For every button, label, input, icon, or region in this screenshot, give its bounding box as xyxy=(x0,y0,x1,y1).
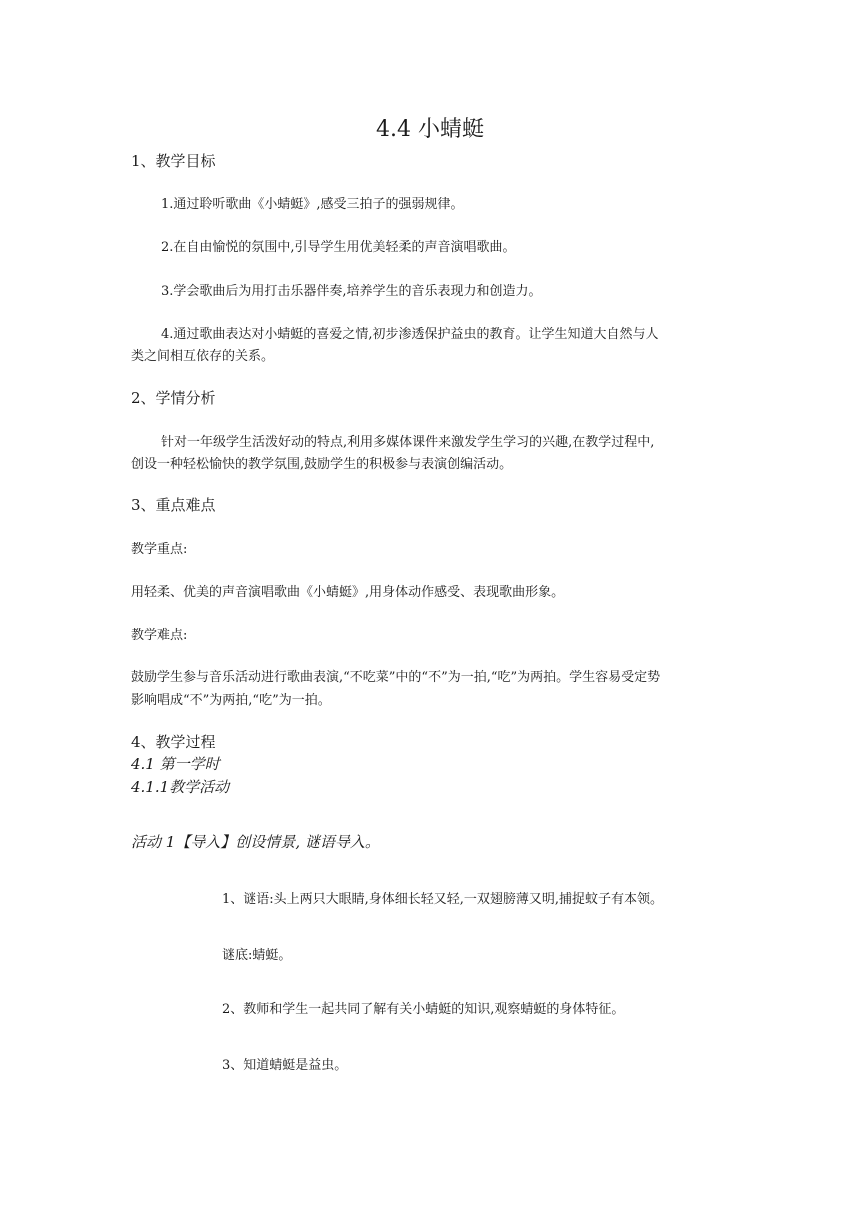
section-heading-key-points: 3、重点难点 xyxy=(131,496,216,514)
subheading-activities: 4.1.1教学活动 xyxy=(131,778,230,796)
difficulty-label: 教学难点: xyxy=(131,628,188,643)
section-heading-analysis: 2、学情分析 xyxy=(131,389,216,407)
activity-item: 2、教师和学生一起共同了解有关小蜻蜓的知识,观察蜻蜓的身体特征。 xyxy=(222,1002,625,1017)
activity-item: 谜底:蜻蜓。 xyxy=(222,948,292,963)
focus-label: 教学重点: xyxy=(131,542,188,557)
subheading-lesson: 4.1 第一学时 xyxy=(131,755,220,773)
activity-item: 1、谜语:头上两只大眼睛,身体细长轻又轻,一双翅膀薄又明,捕捉蚊子有本领。 xyxy=(222,892,664,907)
analysis-line: 针对一年级学生活泼好动的特点,利用多媒体课件来激发学生学习的兴趣,在教学过程中, xyxy=(161,435,655,450)
activity-item: 3、知道蜻蜓是益虫。 xyxy=(222,1058,348,1073)
goal-item: 1.通过聆听歌曲《小蜻蜓》,感受三拍子的强弱规律。 xyxy=(161,197,464,212)
analysis-line: 创设一种轻松愉快的教学氛围,鼓励学生的积极参与表演创编活动。 xyxy=(131,457,513,472)
section-heading-process: 4、教学过程 xyxy=(131,733,216,751)
difficulty-line: 鼓励学生参与音乐活动进行歌曲表演,“不吃菜”中的“不”为一拍,“吃”为两拍。学生容易受定势 xyxy=(131,670,661,685)
difficulty-line: 影响唱成“不”为两拍,“吃”为一拍。 xyxy=(131,693,331,708)
goal-item: 3.学会歌曲后为用打击乐器伴奏,培养学生的音乐表现力和创造力。 xyxy=(161,284,542,299)
goal-item-continuation: 类之间相互依存的关系。 xyxy=(131,349,275,364)
page-title: 4.4 小蜻蜓 xyxy=(376,117,484,142)
activity-title: 活动 1【导入】创设情景, 谜语导入。 xyxy=(131,833,380,851)
focus-text: 用轻柔、优美的声音演唱歌曲《小蜻蜓》,用身体动作感受、表现歌曲形象。 xyxy=(131,585,565,600)
goal-item: 2.在自由愉悦的氛围中,引导学生用优美轻柔的声音演唱歌曲。 xyxy=(161,240,516,255)
goal-item: 4.通过歌曲表达对小蜻蜓的喜爱之情,初步渗透保护益虫的教育。让学生知道大自然与人 xyxy=(161,327,659,342)
section-heading-goals: 1、教学目标 xyxy=(131,152,216,170)
